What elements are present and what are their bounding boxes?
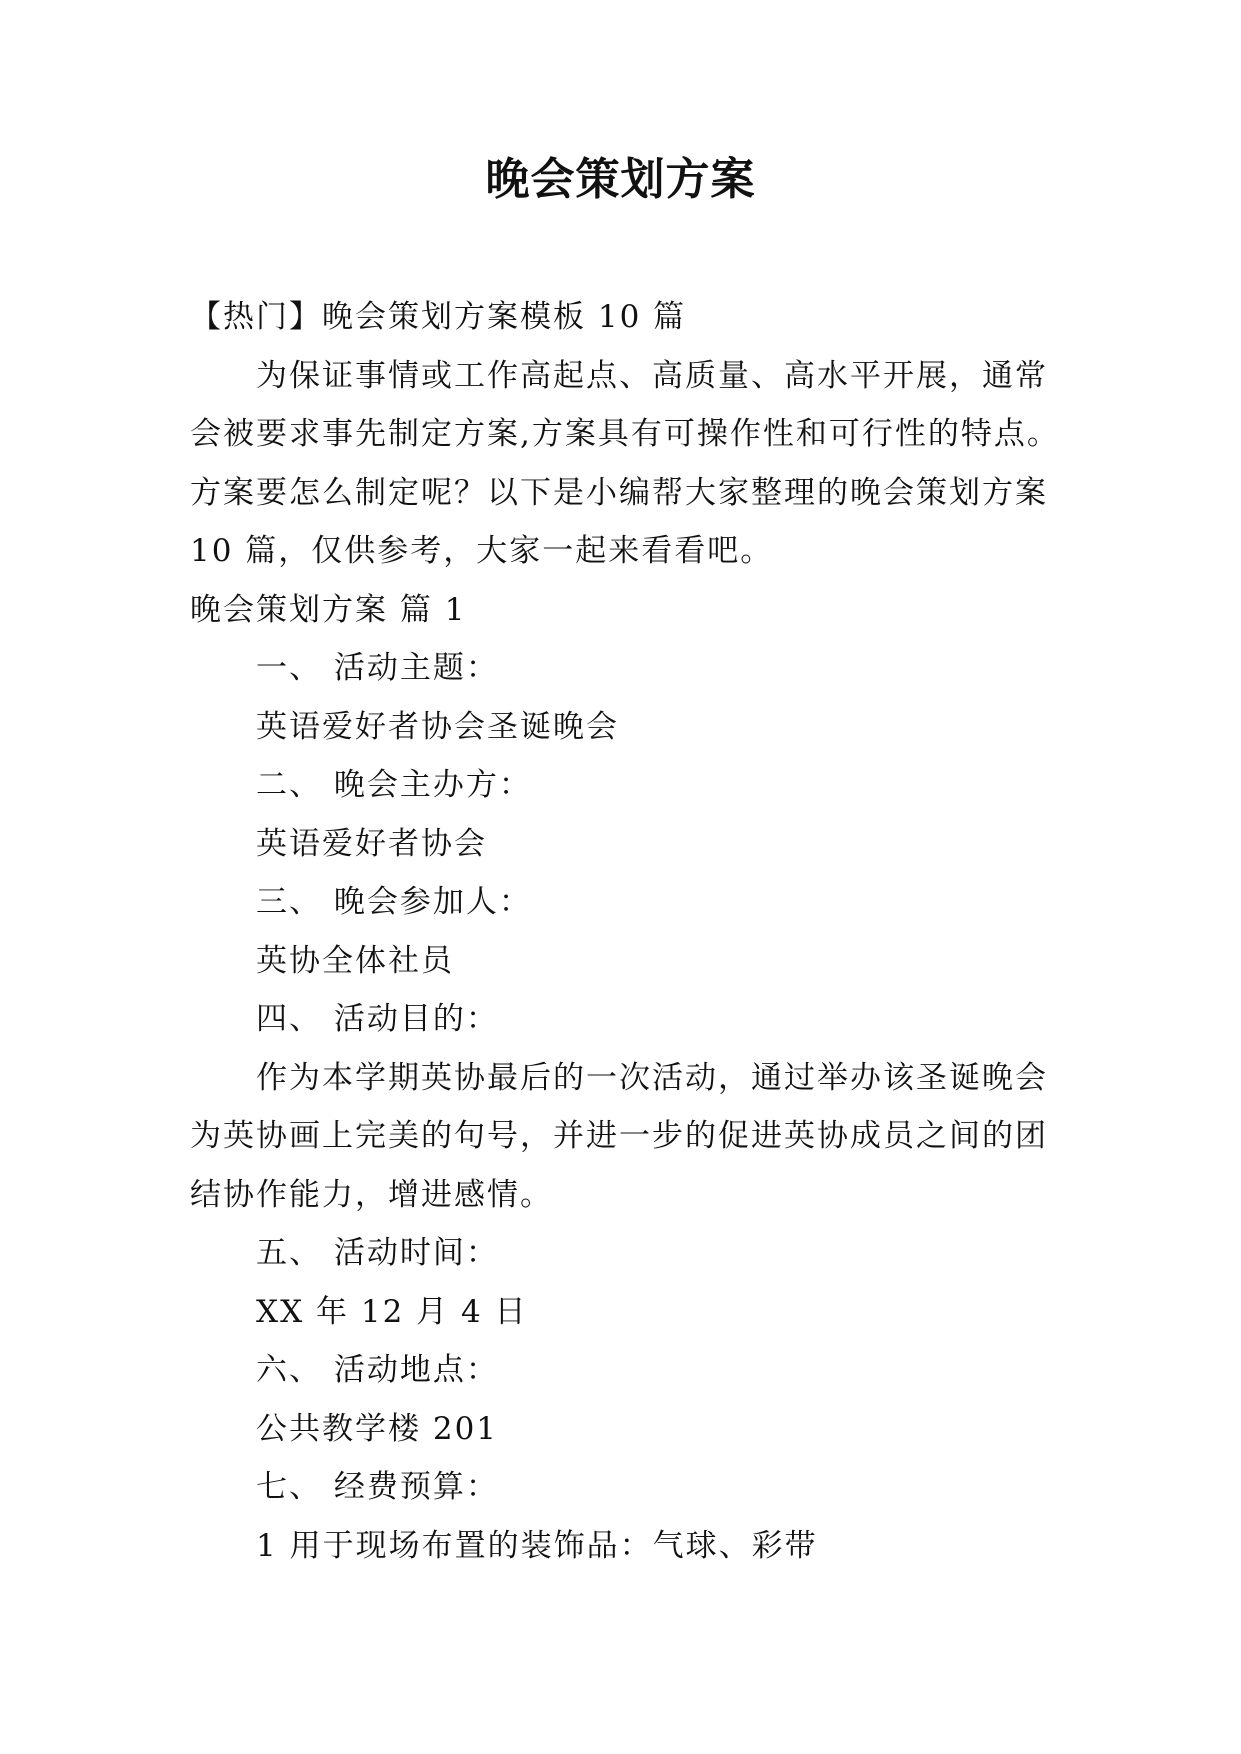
item-value-theme: 英语爱好者协会圣诞晚会 bbox=[256, 708, 619, 745]
item-value-participants: 英协全体社员 bbox=[256, 942, 454, 979]
item-value-budget-decorations: 1 用于现场布置的装饰品：气球、彩带 bbox=[256, 1527, 818, 1564]
document-body bbox=[190, 288, 1065, 1575]
item-heading-location: 六、 活动地点： bbox=[256, 1352, 499, 1388]
item-heading-organizer: 二、 晚会主办方： bbox=[256, 767, 532, 803]
item-heading-budget: 七、 经费预算： bbox=[256, 1469, 499, 1505]
item-heading-purpose: 四、 活动目的： bbox=[256, 1001, 499, 1037]
item-value-time: XX 年 12 月 4 日 bbox=[256, 1293, 528, 1330]
intro-paragraph: 为保证事情或工作高起点、高质量、高水平开展，通常会被要求事先制定方案,方案具有可操作性和可行性的特点。方案要怎么制定呢？以下是小编帮大家整理的晚会策划方案 10 篇，仅供参考，大家一起来看看吧。 bbox=[190, 357, 1060, 569]
document-title: 晚会策划方案 bbox=[485, 154, 756, 205]
item-value-purpose: 作为本学期英协最后的一次活动，通过举办该圣诞晚会为英协画上完美的句号，并进一步的促进英协成员之间的团结协作能力，增进感情。 bbox=[190, 1059, 1048, 1213]
item-value-location: 公共教学楼 201 bbox=[256, 1410, 499, 1447]
section-title: 晚会策划方案 篇 1 bbox=[190, 591, 467, 628]
item-heading-participants: 三、 晚会参加人： bbox=[256, 884, 532, 920]
item-heading-time: 五、 活动时间： bbox=[256, 1235, 499, 1271]
item-heading-theme: 一、 活动主题： bbox=[256, 650, 499, 686]
item-value-organizer: 英语爱好者协会 bbox=[256, 825, 487, 862]
intro-heading: 【热门】晚会策划方案模板 10 篇 bbox=[190, 299, 687, 335]
